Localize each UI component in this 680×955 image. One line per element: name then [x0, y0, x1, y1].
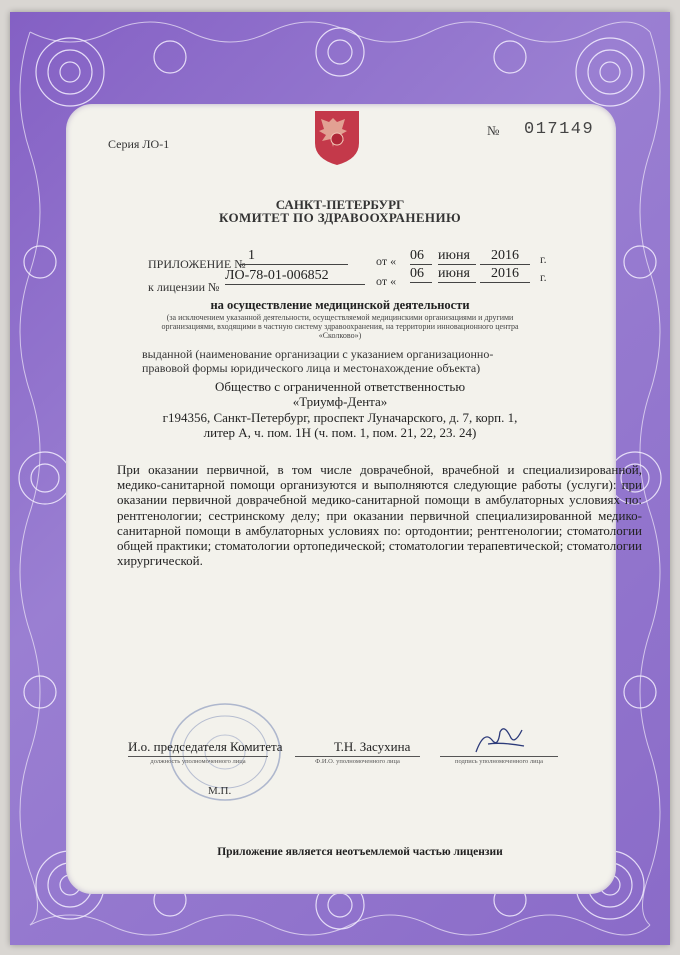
appendix-year-suffix: г. — [540, 252, 547, 266]
appendix-date-prefix: от « — [376, 254, 397, 268]
license-month: июня — [438, 266, 476, 283]
license-label: к лицензии № — [148, 280, 220, 294]
stamp-place-label: М.П. — [208, 785, 232, 797]
organization-address-line2: литер А, ч. пом. 1Н (ч. пом. 1, пом. 21, 22, 23. 24) — [203, 425, 477, 440]
license-number: ЛО-78-01-006852 — [225, 268, 365, 285]
appendix-month: июня — [438, 248, 476, 265]
appendix-footer-note: Приложение является неотъемлемой частью лицензии — [217, 846, 503, 858]
activity-note-line1: (за исключением указанной деятельности, осуществляемой медицинскими организациями и другими — [166, 313, 514, 322]
appendix-year: 2016 — [480, 248, 530, 265]
organization-name: «Триумф-Дента» — [292, 394, 388, 409]
activity-note-line3: «Сколково») — [318, 331, 362, 340]
committee-heading: КОМИТЕТ ПО ЗДРАВООХРАНЕНИЮ — [219, 210, 461, 225]
appendix-label: ПРИЛОЖЕНИЕ № — [148, 257, 246, 271]
position-caption: должность уполномоченного лица — [128, 756, 268, 765]
license-year-suffix: г. — [540, 270, 547, 284]
city-heading: САНКТ-ПЕТЕРБУРГ — [275, 197, 405, 212]
issued-line2: правовой формы юридического лица и местонахождение объекта) — [142, 361, 481, 375]
issued-line1: выданной (наименование организации с указанием организационно- — [142, 347, 494, 361]
name-caption: Ф.И.О. уполномоченного лица — [295, 756, 420, 765]
appendix-day: 06 — [410, 248, 432, 265]
signature-caption: подпись уполномоченного лица — [440, 756, 558, 765]
license-day: 06 — [410, 266, 432, 283]
series-label: Серия ЛО-1 — [108, 137, 170, 151]
signatory-position: И.о. председателя Комитета — [128, 739, 283, 754]
organization-address-line1: г194356, Санкт-Петербург, проспект Луначарского, д. 7, корп. 1, — [162, 410, 518, 425]
signatory-name: Т.Н. Засухина — [334, 739, 411, 754]
organization-form: Общество с ограниченной ответственностью — [214, 379, 466, 394]
number-sign: № — [487, 123, 500, 138]
appendix-number: 1 — [240, 248, 348, 265]
license-year: 2016 — [480, 266, 530, 283]
handwritten-signature — [470, 722, 530, 758]
coat-of-arms-icon — [311, 109, 363, 167]
services-text: При оказании первичной, в том числе доврачебной, врачебной и специализированной, медико-санитарной помощи организуются и выполняются следующие работы (услуги): при оказании первичной доврачебной медико-санитарной помощи в амбулаторных условиях по: рентгенологии; сестринскому делу; при оказании первичной специализированной медико-санитарной помощи в амбулаторных условиях по: ортодонтии; рентгенологии; стоматологии общей практики; стоматологии ортопедической; стоматологии терапевтической; стоматологии хирургической. — [117, 462, 642, 569]
activity-note-line2: организациями, входящими в частную систему здравоохранения, на территории инновационного центра — [161, 322, 519, 331]
license-date-prefix: от « — [376, 274, 397, 288]
activity-title: на осуществление медицинской деятельности — [210, 298, 470, 312]
license-serial-number: 017149 — [524, 120, 595, 139]
